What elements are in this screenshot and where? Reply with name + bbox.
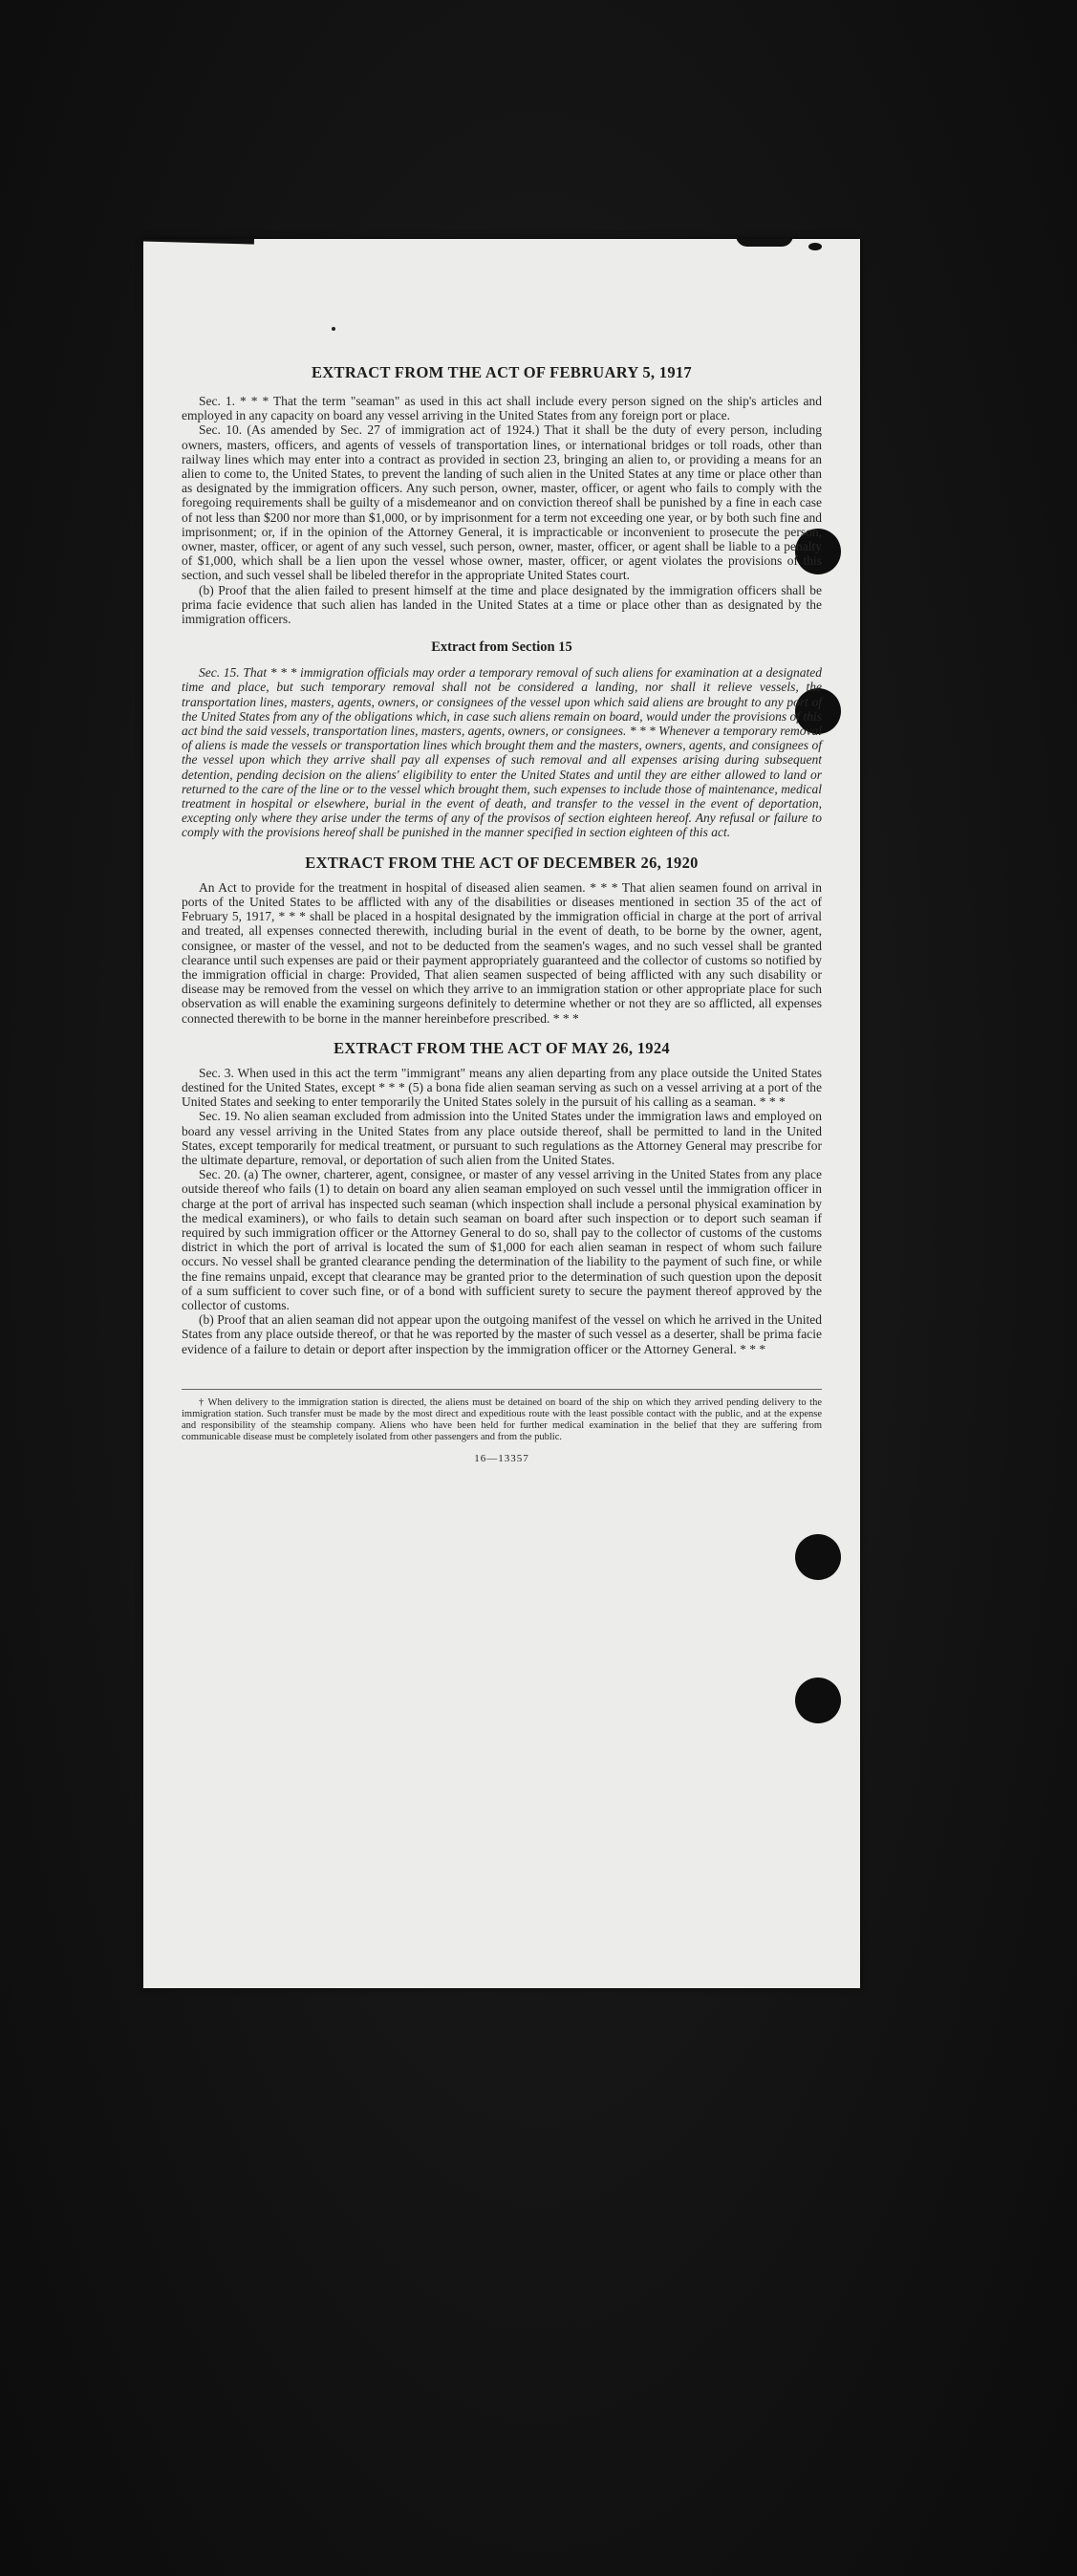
paragraph-1924-sec3: Sec. 3. When used in this act the term "immigrant" means any alien departing from any place outside the United States destined for the United States, except * * * (5) a bona fide alien seaman serving as such on a vessel arriving at a port of the United States and seeking to enter temporarily the United States solely in the pursuit of his calling as a seaman. * * * (182, 1065, 822, 1110)
paragraph-1920: An Act to provide for the treatment in hospital of diseased alien seamen. * * * That alien seamen found on arrival in ports of the United States to be afflicted with any of the disabilities or diseases mentioned in section 35 of the act of February 5, 1917, * * * shall be placed in a hospital designated by the immigration official in charge at the port of arrival and treated, all expenses connected therewith, including burial in the event of death, to be borne by the owner, agent, consignee, or master of the vessel, and not to be deducted from the seamen's wages, and no such vessel shall be granted clearance until such expenses are paid or their payment appropriately guaranteed and the collector of customs so notified by the immigration official in charge: Provided, That alien seamen suspected of being afflicted with any such disability or disease may be removed from the vessel on which they arrive to an immigration station or other appropriate place for such observation as will enable the examining surgeons definitely to determine whether or not they are so afflicted, all expenses connected therewith to be borne in the manner hereinbefore prescribed. * * * (182, 879, 822, 1026)
torn-edge (808, 243, 822, 250)
paragraph-1924-sec20: Sec. 20. (a) The owner, charterer, agent, consignee, or master of any vessel arriving in the United States from any place outside thereof who fails (1) to detain on board any alien seaman employed on such vessel until the immigration officer in charge at the port of arrival has inspected such seaman (which inspection shall include a personal physical examination by the medical examiners), or who fails to detain such seaman on board after such inspection or to deport such seaman if required by such immigration officer or the Attorney General to do so, shall pay to the collector of customs of the customs district in which the port of arrival is located the sum of $1,000 for each alien seaman in respect of whom such failure occurs. No vessel shall be granted clearance pending the determination of the liability to the payment of such fine, or while the fine remains unpaid, except that clearance may be granted prior to the determination of such question upon the deposit of a sum sufficient to cover such fine, or of a bond with sufficient surety to secure the payment thereof approved by the collector of customs. (182, 1167, 822, 1312)
heading-section-15: Extract from Section 15 (431, 639, 572, 656)
document-page (143, 239, 860, 1988)
print-code: 16—13357 (474, 1452, 529, 1464)
paragraph-1917-sec10: Sec. 10. (As amended by Sec. 27 of immigration act of 1924.) That it shall be the duty of every person, including owners, masters, officers, and agents of vessels of transportation lines, or international bridges or toll roads, other than railway lines which may enter into a contract as provided in section 23, bringing an alien to, or providing a means for an alien to come to, the United States, to prevent the landing of such alien in the United States at any time or place other than as designated by the immigration officers. Any such person, owner, master, officer, or agent who fails to comply with the foregoing requirements shall be guilty of a misdemeanor and on conviction thereof shall be punished by a fine in each case of not less than $200 nor more than $1,000, or by imprisonment for a term not exceeding one year, or by both such fine and imprisonment; or, if in the opinion of the Attorney General, it is impracticable or inconvenient to prosecute the person, owner, master, officer, or agent of any such vessel, such person, owner, master, officer, or agent shall be liable to a penalty of $1,000, which shall be a lien upon the vessel whose owner, master, officer, or agent violates the provisions of this section, and such vessel shall be libeled therefor in the appropriate United States court. (182, 422, 822, 583)
document-body (182, 363, 822, 1464)
heading-act-1920: EXTRACT FROM THE ACT OF DECEMBER 26, 1920 (305, 853, 699, 872)
heading-act-1917: EXTRACT FROM THE ACT OF FEBRUARY 5, 1917 (312, 363, 692, 381)
paragraph-1917-sec1: Sec. 1. * * * That the term "seaman" as used in this act shall include every person signed on the ship's articles and employed in any capacity on board any vessel arriving in the United States from any foreign port or place. (182, 394, 822, 423)
torn-edge (143, 239, 254, 245)
paragraph-1924-b: (b) Proof that an alien seaman did not appear upon the outgoing manifest of the vessel on which he arrived in the United States from any place outside thereof, or that he was reported by the master of such vessel as a deserter, shall be prima facie evidence of a failure to detain or deport after inspection by the immigration officer or the Attorney General. * * * (182, 1312, 822, 1356)
torn-edge (736, 239, 793, 247)
paragraph-1917-b: (b) Proof that the alien failed to present himself at the time and place designated by the immigration officers shall be prima facie evidence that such alien has landed in the United States at a time or place other than as designated by the immigration officers. (182, 582, 822, 627)
footnote (182, 1397, 822, 1443)
paragraph-1924-sec19: Sec. 19. No alien seaman excluded from admission into the United States under the immigration laws and employed on board any vessel arriving in the United States from any place outside thereof, shall be permitted to land in the United States, except temporarily for medical treatment, or pursuant to such regulations as the Attorney General may prescribe for the ultimate departure, removal, or deportation of such alien from the United States. (182, 1109, 822, 1167)
footnote-divider (182, 1389, 822, 1390)
ink-speck (332, 327, 335, 331)
punch-hole (795, 1678, 841, 1723)
footnote-text: † When delivery to the immigration station is directed, the aliens must be detained on board of the ship on which they arrived pending delivery to the immigration station. Such transfer must be made by the most direct and expeditious route with the least possible contact with the public, and at the expense and responsibility of the steamship company. Aliens who have been held for further medical examination in the belief that they are suffering from communicable disease must be completely isolated from other passengers and from the public. (182, 1396, 822, 1442)
paragraph-section-15: Sec. 15. That * * * immigration officials may order a temporary removal of such aliens for examination at a designated time and place, but such temporary removal shall not be considered a landing, nor shall it relieve vessels, the transportation lines, masters, agents, owners, or consignees of the vessel upon which said aliens are brought to any port of the United States from any of the obligations which, in case such aliens remain on board, would under the provisions of this act bind the said vessels, transportation lines, masters, agents, owners, or consignees. * * * Whenever a temporary removal of aliens is made the vessels or transportation lines which brought them and the masters, owners, agents, and consignees of the vessel upon which they arrive shall pay all expenses of such removal and all expenses arising during subsequent detention, pending decision on the aliens' eligibility to enter the United States and until they are either allowed to land or returned to the care of the line or to the vessel which brought them, such expenses to include those of maintenance, medical treatment in hospital or elsewhere, burial in the event of death, and transfer to the vessel in the event of deportation, excepting only where they arise under the terms of any of the provisos of section eighteen hereof. Any refusal or failure to comply with the provisions hereof shall be punished in the manner specified in section eighteen of this act. (182, 665, 822, 840)
heading-act-1924: EXTRACT FROM THE ACT OF MAY 26, 1924 (334, 1038, 670, 1057)
punch-hole (795, 1534, 841, 1580)
